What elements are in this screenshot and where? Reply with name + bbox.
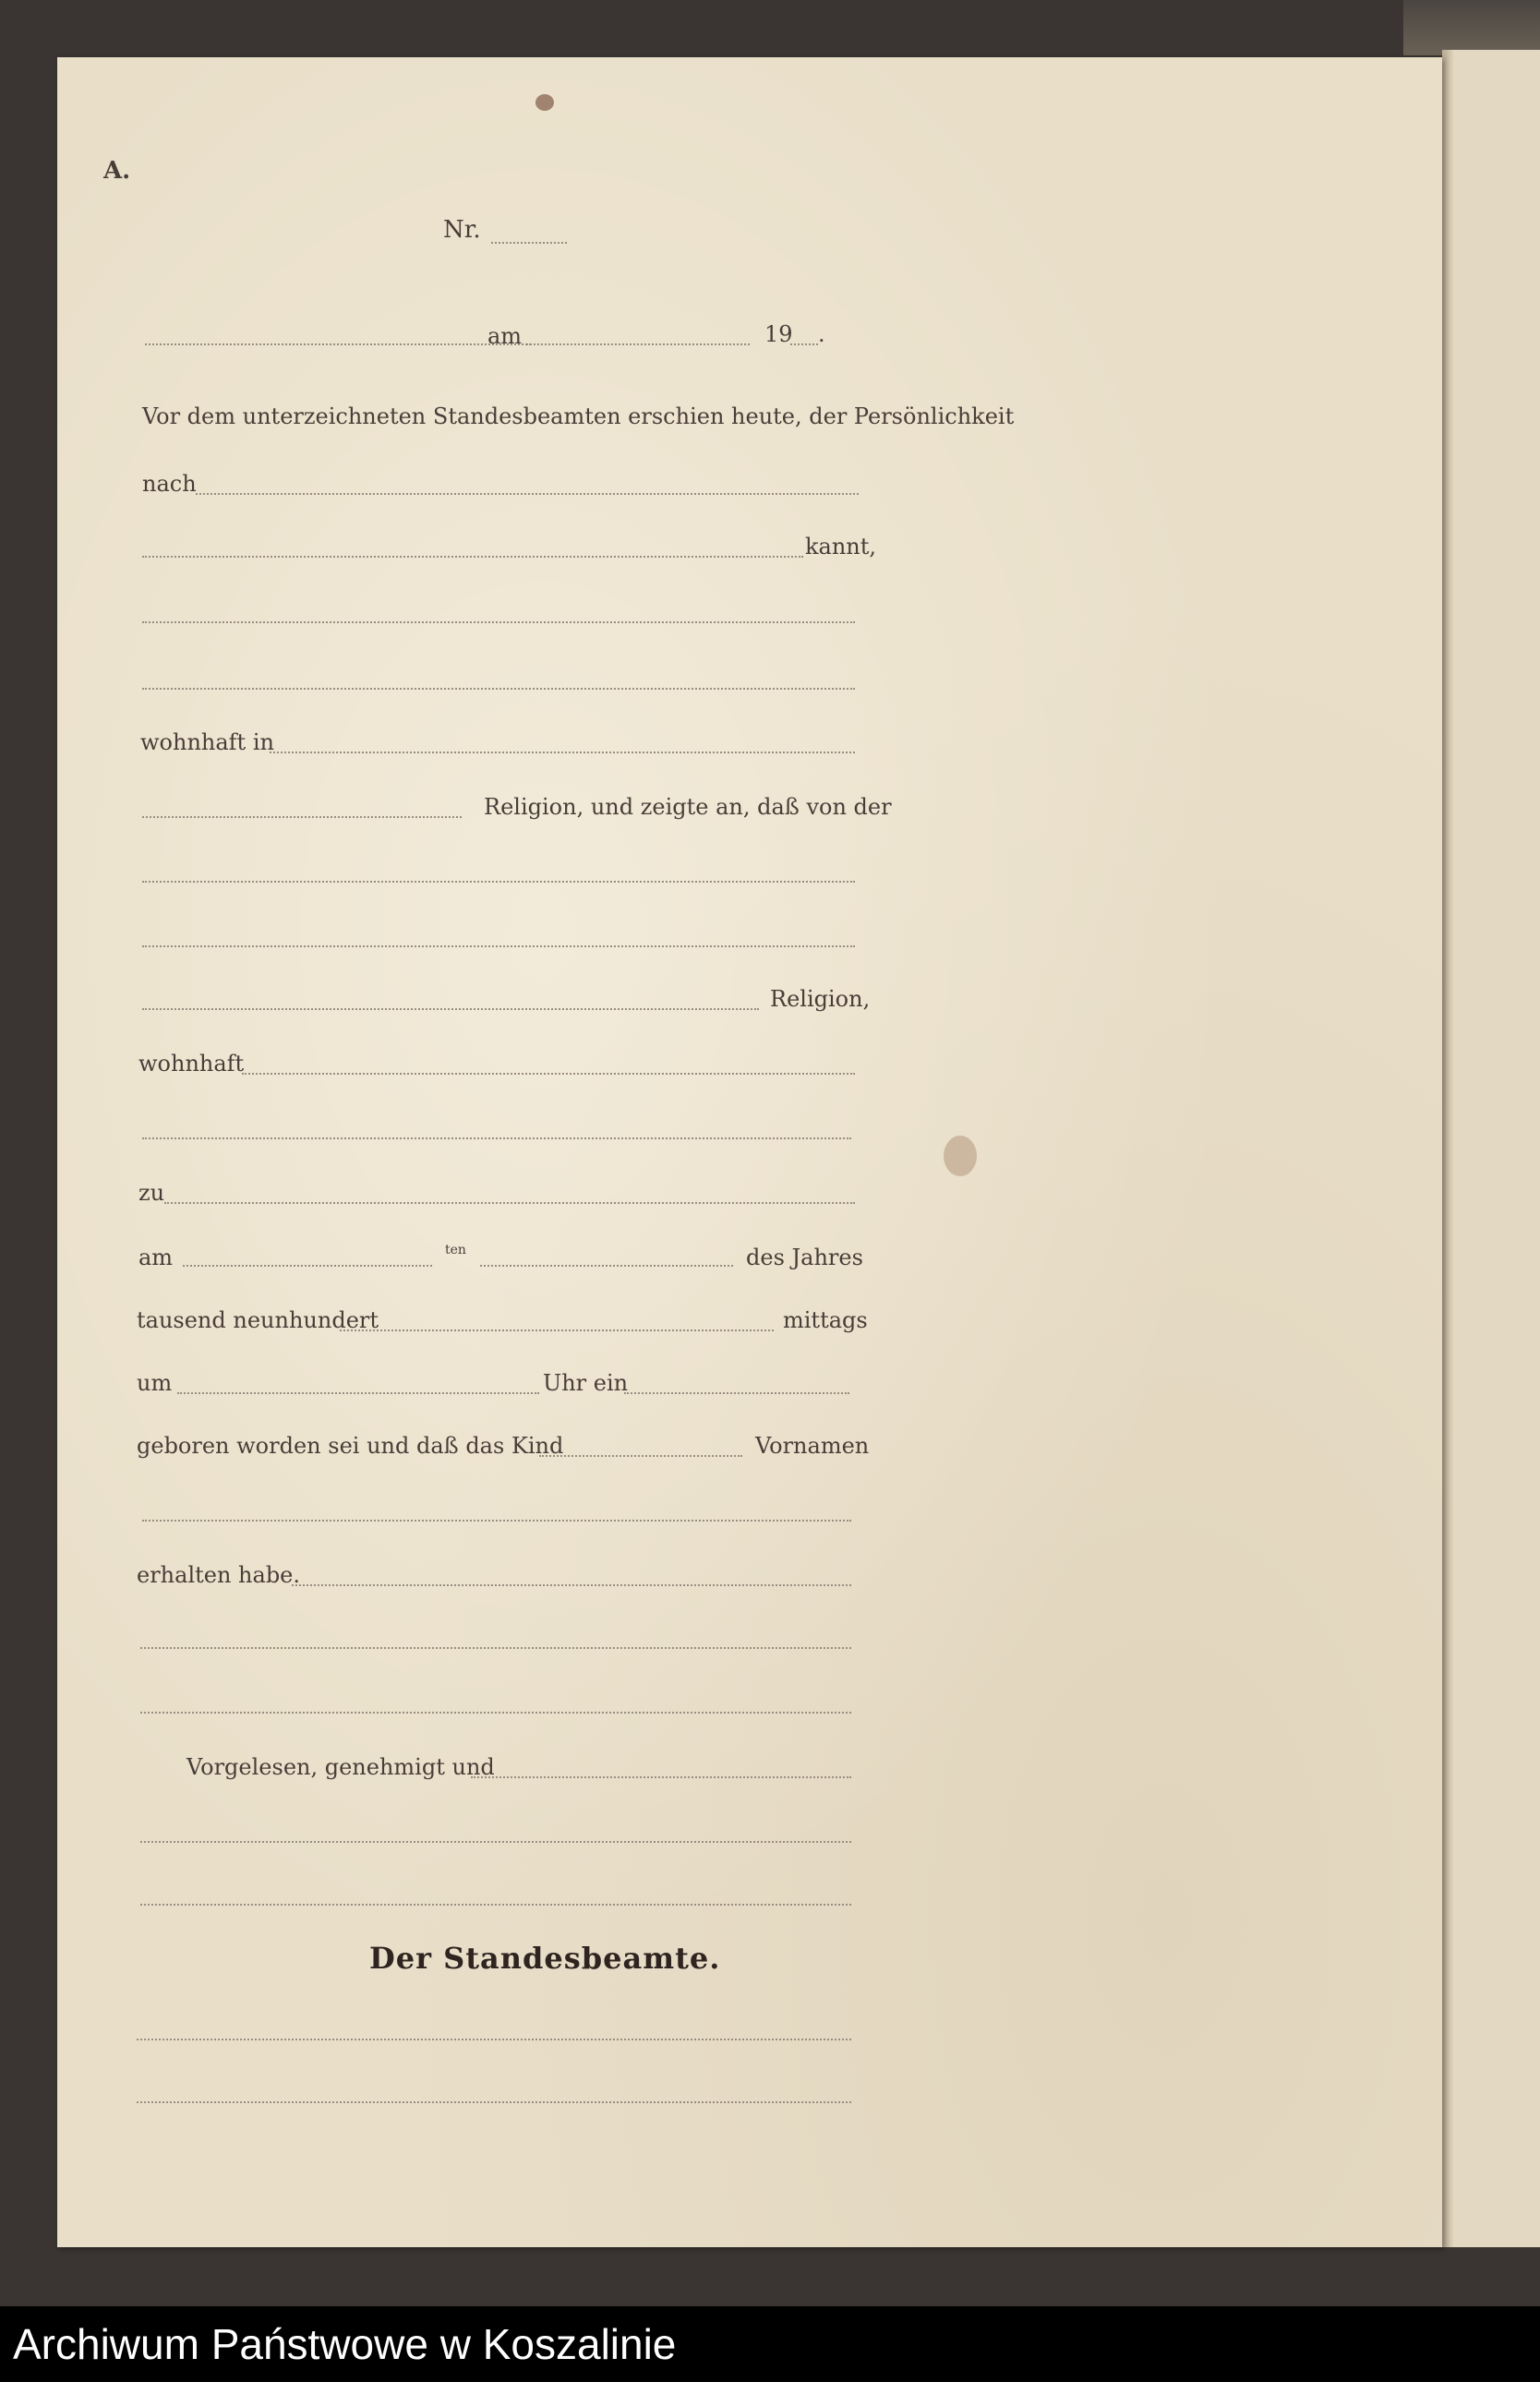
religion-label: Religion, xyxy=(770,986,871,1012)
nach-label: nach xyxy=(142,471,197,497)
read-approved-label: Vorgelesen, genehmigt und xyxy=(186,1754,495,1780)
thousand-label: tausend neunhundert xyxy=(137,1307,379,1333)
field-line xyxy=(183,1265,432,1267)
um-label: um xyxy=(137,1370,173,1396)
book-edge xyxy=(1403,0,1540,55)
field-line xyxy=(140,1647,851,1649)
year-suffix: . xyxy=(818,321,825,347)
field-line xyxy=(164,1202,855,1204)
archive-name: Archiwum Państwowe w Koszalinie xyxy=(13,2320,677,2368)
field-line xyxy=(340,1329,774,1331)
archive-footer xyxy=(0,2306,1540,2382)
year-prefix: 19 xyxy=(764,321,793,347)
number-label: Nr. xyxy=(443,216,481,244)
stain-mark xyxy=(944,1136,977,1176)
field-line xyxy=(196,493,859,495)
field-line xyxy=(177,1392,539,1394)
field-line xyxy=(242,1073,855,1075)
field-line xyxy=(292,1584,851,1586)
religion-announce-label: Religion, und zeigte an, daß von der xyxy=(484,794,892,820)
signature-line xyxy=(137,2039,851,2040)
adjacent-page xyxy=(1442,50,1540,2247)
field-line xyxy=(140,1904,851,1906)
field-line xyxy=(142,1008,759,1010)
stain-mark xyxy=(535,94,554,111)
registrar-title: Der Standesbeamte. xyxy=(369,1941,721,1976)
year-label: des Jahres xyxy=(746,1245,863,1270)
midday-label: mittags xyxy=(783,1307,868,1333)
born-label: geboren worden sei und daß das Kind xyxy=(137,1433,564,1459)
field-line xyxy=(142,816,462,818)
residence-label: wohnhaft in xyxy=(140,729,274,755)
uhr-label: Uhr ein xyxy=(543,1370,629,1396)
field-line xyxy=(142,945,855,947)
ten-suffix: ten xyxy=(445,1243,466,1257)
field-line xyxy=(480,1265,733,1267)
field-line xyxy=(270,752,855,753)
intro-line: Vor dem unterzeichneten Standesbeamten erschien heute, der Persönlichkeit xyxy=(142,403,1015,429)
am-label: am xyxy=(138,1245,174,1270)
field-line xyxy=(539,1455,742,1457)
residence-label-2: wohnhaft xyxy=(138,1051,245,1077)
year-field-line xyxy=(790,343,818,345)
field-line xyxy=(140,1841,851,1843)
field-line xyxy=(142,621,855,623)
kannt-label: kannt, xyxy=(805,534,877,559)
signature-line xyxy=(137,2101,851,2103)
form-marker: A. xyxy=(103,157,131,185)
field-line xyxy=(471,1776,851,1778)
document-page xyxy=(57,57,1442,2247)
field-line xyxy=(140,1712,851,1714)
field-line xyxy=(142,556,803,558)
received-label: erhalten habe. xyxy=(137,1562,301,1588)
first-names-label: Vornamen xyxy=(755,1433,870,1459)
field-line xyxy=(142,1520,851,1522)
zu-label: zu xyxy=(138,1180,165,1206)
number-field-line xyxy=(491,242,567,244)
date-field-line xyxy=(526,343,750,345)
field-line xyxy=(142,1137,851,1139)
field-line xyxy=(142,881,855,883)
place-field-line xyxy=(145,343,531,345)
field-line xyxy=(142,688,855,690)
date-label: am xyxy=(487,323,523,349)
field-line xyxy=(624,1392,849,1394)
